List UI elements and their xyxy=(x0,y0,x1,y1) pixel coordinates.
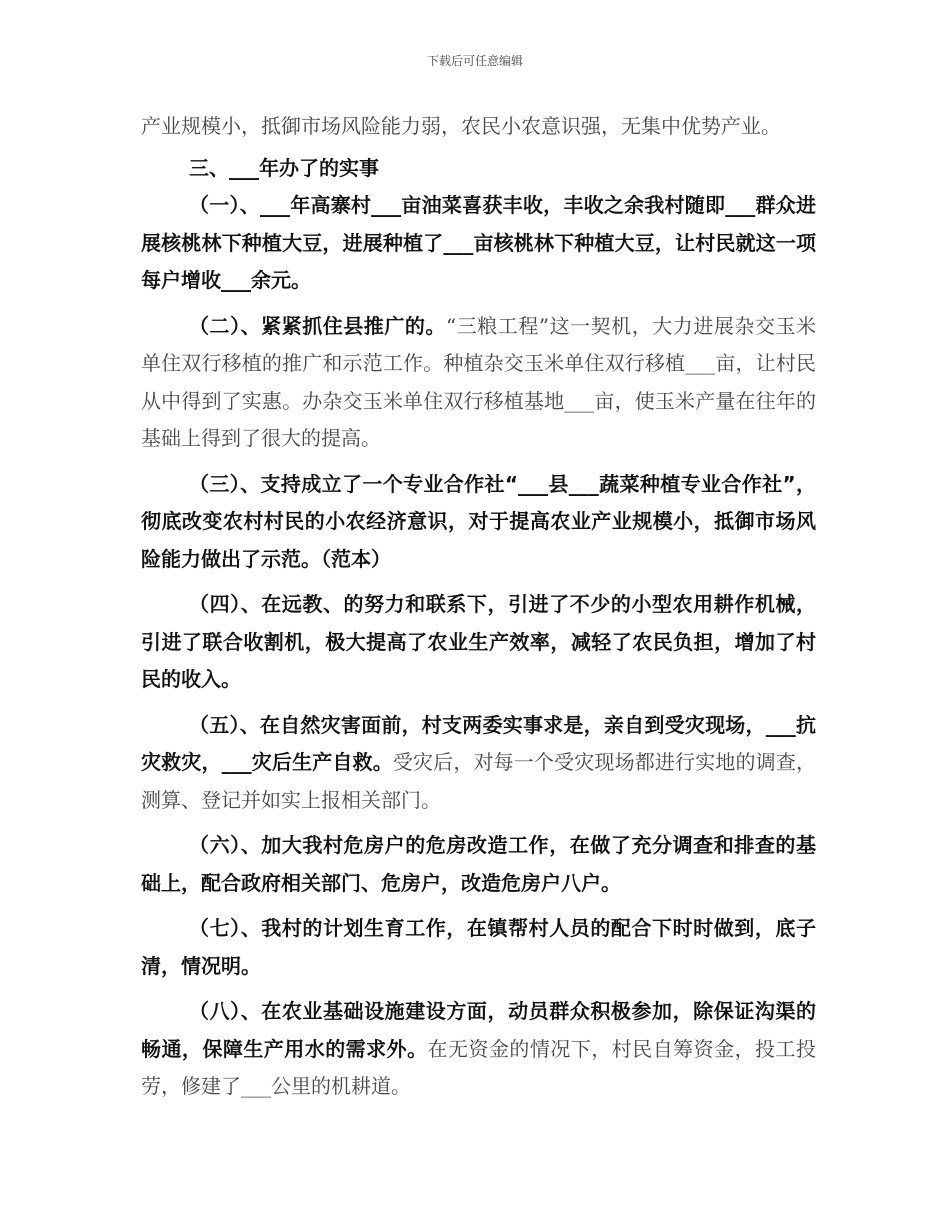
item-5 xyxy=(141,707,816,820)
paragraph-continuation: 产业规模小，抵御市场风险能力弱，农民小农意识强，无集中优势产业。 xyxy=(141,114,781,138)
item-4: （四）、在远教、的努力和联系下，引进了不少的小型农用耕作机械，引进了联合收割机，极大提高了农业生产效率，减轻了农民负担，增加了村民的收入。 xyxy=(141,592,816,691)
item-1: （一）、___年高寨村___亩油菜喜获丰收，丰收之余我村随即___群众进展核桃林下种植大豆，进展种植了___亩核桃林下种植大豆，让村民就这一项每户增收___余元。 xyxy=(141,193,816,292)
page-header: 下载后可任意编辑 xyxy=(426,54,523,68)
document-body xyxy=(141,108,816,1106)
item-3: （三）、支持成立了一个专业合作社“___县___蔬菜种植专业合作社”，彻底改变农村村民的小农经济意识，对于提高农业产业规模小，抵御市场风险能力做出了示范。（范本） xyxy=(141,471,816,571)
item-7: （七）、我村的计划生育工作，在镇帮村人员的配合下时时做到，底子清，情况明。 xyxy=(141,916,816,978)
item-2-lead: （二）、紧紧抓住县推广的。 xyxy=(189,313,446,338)
item-8-lead: （八）、在农业基础设施建设方面，动员群众积极参加，除保证沟渠的畅通，保障生产用水的需求外。 xyxy=(141,999,816,1061)
item-2 xyxy=(141,308,816,458)
item-5-lead: （五）、在自然灾害面前，村支两委实事求是，亲自到受灾现场，___抗灾救灾，___灾后生产自救。 xyxy=(141,712,816,774)
item-2-body: “三粮工程”这一契机，大力进展杂交玉米单住双行移植的推广和示范工作。种植杂交玉米单住双行移植___亩，让村民从中得到了实惠。办杂交玉米单住双行移植基地___亩，使玉米产量在往年的基础上得到了很大的提高。 xyxy=(141,313,817,450)
item-8-body: 在无资金的情况下，村民自筹资金，投工投劳，修建了___公里的机耕道。 xyxy=(141,1036,816,1098)
item-8 xyxy=(141,993,816,1106)
section-heading: 三、___年办了的实事 xyxy=(189,155,379,180)
item-6: （六）、加大我村危房户的危房改造工作，在做了充分调查和排查的基础上，配合政府相关部门、危房户，改造危房户八户。 xyxy=(141,833,816,895)
item-5-body: 受灾后，对每一个受灾现场都进行实地的调查，测算、登记并如实上报相关部门。 xyxy=(141,750,816,812)
